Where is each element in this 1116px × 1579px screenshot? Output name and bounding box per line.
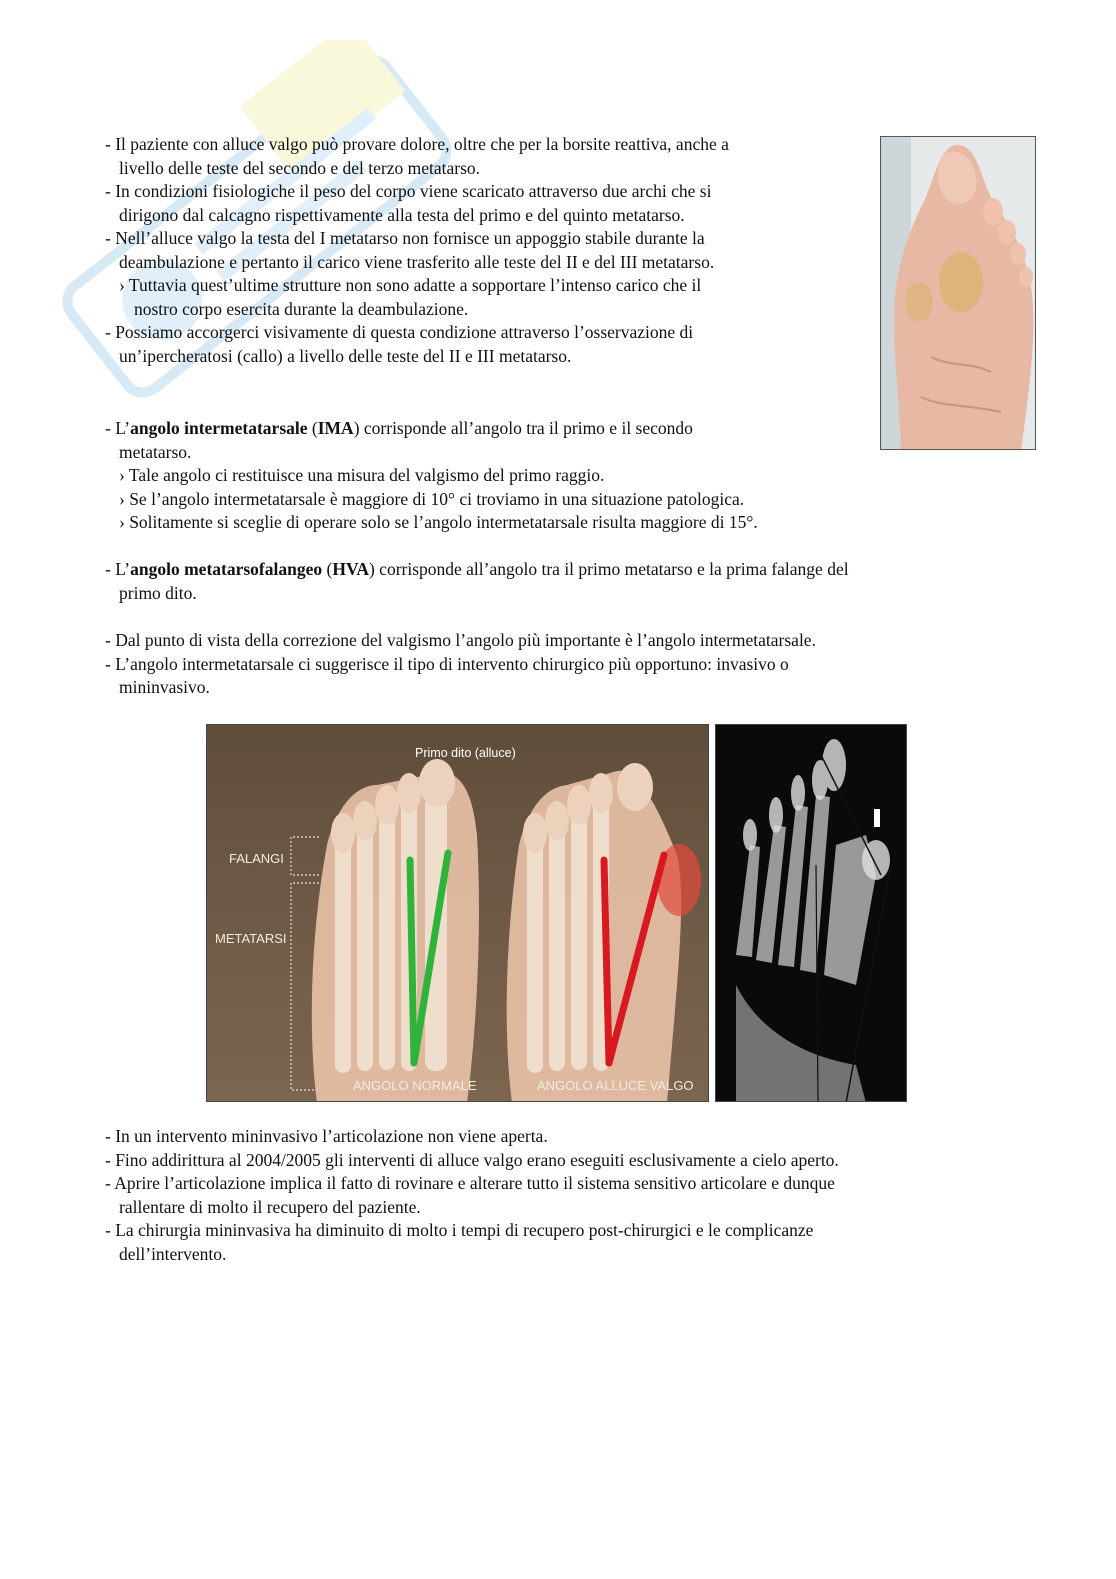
term-ima: angolo intermetatarsale (130, 418, 308, 438)
sub-bullet-text: › Solitamente si sceglie di operare solo se l’angolo intermetatarsale risulta maggiore di 15°. (119, 512, 758, 532)
sub-bullet-text: › Tale angolo ci restituisce una misura del valgismo del primo raggio. (119, 465, 605, 485)
bullet-text: - Dal punto di vista della correzione del valgismo l’angolo più importante è l’angolo intermetatarsale. (105, 630, 816, 650)
bullet-text: dirigono dal calcagno rispettivamente alla testa del primo e del quinto metatarso. (119, 204, 685, 225)
bullet-text: - In un intervento mininvasivo l’articolazione non viene aperta. (105, 1126, 548, 1146)
bullet-text: un’ipercheratosi (callo) a livello delle teste del II e III metatarso. (119, 345, 572, 366)
foot-xray-image (715, 724, 907, 1102)
foot-sole-photo (880, 136, 1036, 450)
bullet-text: - Fino addirittura al 2004/2005 gli interventi di alluce valgo erano eseguiti esclusivamente a cielo aperto. (105, 1149, 839, 1170)
sub-bullet-text: nostro corpo esercita durante la deambulazione. (134, 298, 469, 319)
bullet-text: - Possiamo accorgerci visivamente di questa condizione attraverso l’osservazione di (105, 322, 694, 342)
abbr-hva: HVA (332, 559, 369, 579)
bullet-text: metatarso. (119, 441, 192, 462)
minimally-invasive-section (105, 1125, 839, 1266)
bullet-text: deambulazione e pertanto il carico viene trasferito alle teste del II e del III metatarso. (119, 251, 715, 272)
text-fragment: - L’ (105, 418, 131, 438)
sub-bullet-text: › Se l’angolo intermetatarsale è maggiore di 10° ci troviamo in una situazione patologica. (119, 488, 745, 509)
foot-angle-diagram (206, 724, 709, 1102)
hva-section (105, 558, 849, 605)
text-fragment: ) corrisponde all’angolo tra il primo metatarso e la prima falange del (368, 559, 849, 579)
label-angolo-alluce-valgo: ANGOLO ALLUCE VALGO (537, 1078, 694, 1093)
sub-bullet-text: › Tuttavia quest’ultime strutture non sono adatte a sopportare l’intenso carico che il (119, 275, 702, 295)
bullet-text: rallentare di molto il recupero del paziente. (119, 1196, 421, 1217)
label-angolo-normale: ANGOLO NORMALE (353, 1078, 477, 1093)
bullet-text: - L’angolo intermetatarsale ci suggerisce il tipo di intervento chirurgico più opportuno: invasivo o (105, 653, 789, 674)
ima-heading-line (105, 417, 758, 441)
hva-heading-line (105, 558, 849, 582)
bullet-text: dell’intervento. (119, 1243, 227, 1264)
term-hva: angolo metatarsofalangeo (130, 559, 323, 579)
bullet-text: - La chirurgia mininvasiva ha diminuito di molto i tempi di recupero post-chirurgici e le complicanze (105, 1220, 814, 1240)
bullet-text: - Aprire l’articolazione implica il fatto di rovinare e alterare tutto il sistema sensitivo articolare e dunque (105, 1173, 835, 1193)
label-falangi: FALANGI (229, 851, 284, 866)
bullet-text: - Nell’alluce valgo la testa del I metatarso non fornisce un appoggio stabile durante la (105, 228, 705, 248)
text-fragment: ( (307, 418, 318, 438)
text-fragment: - L’ (105, 559, 131, 579)
bullet-text: primo dito. (119, 582, 197, 603)
text-fragment: ) corrisponde all’angolo tra il primo e il secondo (353, 418, 693, 438)
bullet-text: livello delle teste del secondo e del terzo metatarso. (119, 157, 481, 178)
label-primo-dito: Primo dito (alluce) (415, 746, 516, 760)
correction-section (105, 629, 816, 700)
intro-bullets (105, 133, 729, 368)
text-fragment: ( (322, 559, 333, 579)
abbr-ima: IMA (317, 418, 354, 438)
bullet-text: mininvasivo. (119, 677, 210, 697)
ima-section (105, 417, 758, 535)
bullet-text: - Il paziente con alluce valgo può provare dolore, oltre che per la borsite reattiva, anche a (105, 134, 729, 154)
bullet-text: - In condizioni fisiologiche il peso del corpo viene scaricato attraverso due archi che si (105, 181, 712, 201)
label-metatarsi: METATARSI (215, 931, 287, 946)
